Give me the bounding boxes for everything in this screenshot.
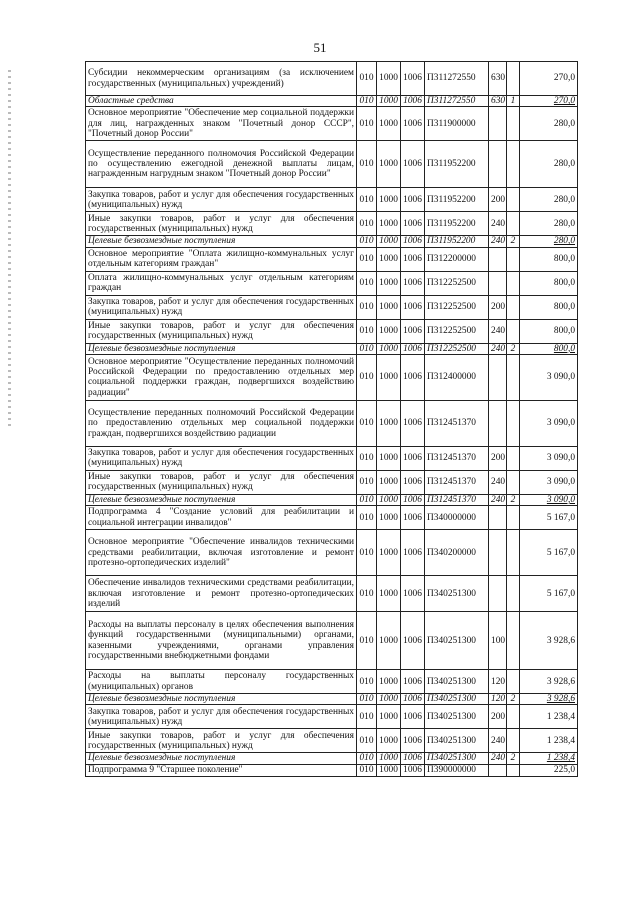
target-article-code: П312252500: [425, 271, 489, 295]
subsection-code: 1006: [401, 212, 425, 236]
subsection-code: 1006: [401, 107, 425, 141]
row-description: Оплата жилищно-коммунальных услуг отдельным категориям граждан: [86, 271, 357, 295]
target-article-code: П311900000: [425, 107, 489, 141]
expense-type-code: 630: [489, 62, 507, 96]
target-article-code: П340251300: [425, 612, 489, 670]
section-code: 1000: [377, 96, 401, 107]
table-row: [86, 107, 578, 141]
row-description: Основное мероприятие "Осуществление переданных полномочий Российской Федерации по предоставлению отдельных мер социальной поддержки граждан, подвергшихся воздействию радиации": [86, 354, 357, 400]
target-article-code: П312451370: [425, 470, 489, 494]
row-description: Закупка товаров, работ и услуг для обеспечения государственных (муниципальных) нужд: [86, 295, 357, 319]
amount: 280,0: [520, 188, 578, 212]
table-row: [86, 670, 578, 694]
expense-type-code: [489, 247, 507, 271]
expense-type-code: [489, 354, 507, 400]
table-row: [86, 612, 578, 670]
target-article-code: П312200000: [425, 247, 489, 271]
table-row: [86, 506, 578, 530]
ministry-code: 010: [357, 670, 377, 694]
target-article-code: П340251300: [425, 753, 489, 764]
ministry-code: 010: [357, 247, 377, 271]
target-article-code: П311952200: [425, 212, 489, 236]
amount: 800,0: [520, 343, 578, 354]
amount: 280,0: [520, 212, 578, 236]
funding-source-code: [507, 400, 520, 446]
ministry-code: 010: [357, 271, 377, 295]
target-article-code: П340000000: [425, 506, 489, 530]
row-description: Областные средства: [86, 96, 357, 107]
subsection-code: 1006: [401, 400, 425, 446]
expense-type-code: 120: [489, 694, 507, 705]
section-code: 1000: [377, 319, 401, 343]
target-article-code: П312451370: [425, 446, 489, 470]
amount: 270,0: [520, 62, 578, 96]
section-code: 1000: [377, 271, 401, 295]
section-code: 1000: [377, 494, 401, 505]
amount: 3 928,6: [520, 670, 578, 694]
funding-source-code: [507, 506, 520, 530]
funding-source-code: [507, 705, 520, 729]
expense-type-code: 200: [489, 295, 507, 319]
target-article-code: П312252500: [425, 343, 489, 354]
row-description: Целевые безвозмездные поступления: [86, 694, 357, 705]
table-row: [86, 271, 578, 295]
funding-source-code: [507, 470, 520, 494]
section-code: 1000: [377, 247, 401, 271]
target-article-code: П312400000: [425, 354, 489, 400]
subsection-code: 1006: [401, 354, 425, 400]
subsection-code: 1006: [401, 470, 425, 494]
target-article-code: П312451370: [425, 494, 489, 505]
expense-type-code: [489, 400, 507, 446]
section-code: 1000: [377, 705, 401, 729]
ministry-code: 010: [357, 729, 377, 753]
expense-type-code: 120: [489, 670, 507, 694]
subsection-code: 1006: [401, 295, 425, 319]
row-description: Иные закупки товаров, работ и услуг для обеспечения государственных (муниципальных) нужд: [86, 319, 357, 343]
ministry-code: 010: [357, 530, 377, 576]
expense-type-code: [489, 271, 507, 295]
expense-type-code: 240: [489, 470, 507, 494]
ministry-code: 010: [357, 236, 377, 247]
section-code: 1000: [377, 141, 401, 188]
row-description: Расходы на выплаты персоналу государственных (муниципальных) органов: [86, 670, 357, 694]
amount: 280,0: [520, 141, 578, 188]
ministry-code: 010: [357, 494, 377, 505]
section-code: 1000: [377, 343, 401, 354]
ministry-code: 010: [357, 694, 377, 705]
amount: 1 238,4: [520, 705, 578, 729]
ministry-code: 010: [357, 400, 377, 446]
table-row: [86, 494, 578, 505]
margin-scan-mark: [8, 70, 11, 430]
table-row: [86, 576, 578, 612]
section-code: 1000: [377, 506, 401, 530]
subsection-code: 1006: [401, 694, 425, 705]
section-code: 1000: [377, 446, 401, 470]
table-row: [86, 141, 578, 188]
section-code: 1000: [377, 188, 401, 212]
funding-source-code: [507, 141, 520, 188]
funding-source-code: [507, 354, 520, 400]
subsection-code: 1006: [401, 446, 425, 470]
funding-source-code: [507, 530, 520, 576]
table-row: [86, 354, 578, 400]
funding-source-code: 2: [507, 753, 520, 764]
target-article-code: П340251300: [425, 694, 489, 705]
row-description: Закупка товаров, работ и услуг для обеспечения государственных (муниципальных) нужд: [86, 446, 357, 470]
target-article-code: П340251300: [425, 729, 489, 753]
expense-type-code: 240: [489, 494, 507, 505]
target-article-code: П340251300: [425, 670, 489, 694]
table-row: [86, 400, 578, 446]
subsection-code: 1006: [401, 319, 425, 343]
row-description: Подпрограмма 4 "Создание условий для реабилитации и социальной интеграции инвалидов": [86, 506, 357, 530]
funding-source-code: 2: [507, 236, 520, 247]
funding-source-code: 2: [507, 694, 520, 705]
amount: 3 090,0: [520, 354, 578, 400]
ministry-code: 010: [357, 612, 377, 670]
amount: 5 167,0: [520, 506, 578, 530]
amount: 3 090,0: [520, 470, 578, 494]
ministry-code: 010: [357, 764, 377, 776]
subsection-code: 1006: [401, 141, 425, 188]
row-description: Закупка товаров, работ и услуг для обеспечения государственных (муниципальных) нужд: [86, 188, 357, 212]
target-article-code: П312451370: [425, 400, 489, 446]
expense-type-code: 200: [489, 446, 507, 470]
subsection-code: 1006: [401, 729, 425, 753]
section-code: 1000: [377, 295, 401, 319]
table-row: [86, 247, 578, 271]
funding-source-code: [507, 295, 520, 319]
amount: 3 090,0: [520, 494, 578, 505]
row-description: Основное мероприятие "Оплата жилищно-коммунальных услуг отдельным категориям граждан": [86, 247, 357, 271]
subsection-code: 1006: [401, 530, 425, 576]
ministry-code: 010: [357, 753, 377, 764]
subsection-code: 1006: [401, 247, 425, 271]
row-description: Расходы на выплаты персоналу в целях обеспечения выполнения функций государственными (муниципальными) органами, казенными учреждениями, органами управления государственными внебюджетными фондами: [86, 612, 357, 670]
row-description: Основное мероприятие "Обеспечение мер социальной поддержки для лиц, награжденных знаком "Почетный донор СССР", "Почетный донор России": [86, 107, 357, 141]
subsection-code: 1006: [401, 343, 425, 354]
amount: 3 090,0: [520, 400, 578, 446]
expense-type-code: 240: [489, 236, 507, 247]
table-row: [86, 729, 578, 753]
row-description: Подпрограмма 9 "Старшее поколение": [86, 764, 357, 776]
table-row: [86, 753, 578, 764]
funding-source-code: [507, 62, 520, 96]
row-description: Иные закупки товаров, работ и услуг для обеспечения государственных (муниципальных) нужд: [86, 212, 357, 236]
amount: 800,0: [520, 271, 578, 295]
target-article-code: П311952200: [425, 141, 489, 188]
funding-source-code: [507, 764, 520, 776]
subsection-code: 1006: [401, 494, 425, 505]
subsection-code: 1006: [401, 705, 425, 729]
section-code: 1000: [377, 354, 401, 400]
table-row: [86, 694, 578, 705]
ministry-code: 010: [357, 212, 377, 236]
row-description: Целевые безвозмездные поступления: [86, 236, 357, 247]
target-article-code: П390000000: [425, 764, 489, 776]
expense-type-code: 240: [489, 319, 507, 343]
subsection-code: 1006: [401, 506, 425, 530]
table-row: [86, 705, 578, 729]
row-description: Обеспечение инвалидов техническими средствами реабилитации, включая изготовление и ремонт протезно-ортопедических изделий: [86, 576, 357, 612]
expense-type-code: 240: [489, 729, 507, 753]
funding-source-code: 2: [507, 494, 520, 505]
amount: 1 238,4: [520, 729, 578, 753]
target-article-code: П340251300: [425, 576, 489, 612]
row-description: Субсидии некоммерческим организациям (за исключением государственных (муниципальных) учреждений): [86, 62, 357, 96]
target-article-code: П311952200: [425, 236, 489, 247]
table-row: [86, 236, 578, 247]
section-code: 1000: [377, 107, 401, 141]
table-row: [86, 62, 578, 96]
section-code: 1000: [377, 470, 401, 494]
row-description: Осуществление переданных полномочий Российской Федерации по предоставлению отдельных мер социальной поддержки граждан, подвергшихся воздействию радиации: [86, 400, 357, 446]
target-article-code: П311952200: [425, 188, 489, 212]
amount: 800,0: [520, 247, 578, 271]
subsection-code: 1006: [401, 62, 425, 96]
funding-source-code: 1: [507, 96, 520, 107]
table-row: [86, 212, 578, 236]
section-code: 1000: [377, 670, 401, 694]
subsection-code: 1006: [401, 764, 425, 776]
table-row: [86, 530, 578, 576]
table-body: [86, 62, 578, 777]
section-code: 1000: [377, 236, 401, 247]
funding-source-code: [507, 188, 520, 212]
subsection-code: 1006: [401, 96, 425, 107]
row-description: Целевые безвозмездные поступления: [86, 494, 357, 505]
section-code: 1000: [377, 62, 401, 96]
section-code: 1000: [377, 400, 401, 446]
funding-source-code: [507, 247, 520, 271]
table-row: [86, 764, 578, 776]
section-code: 1000: [377, 729, 401, 753]
table-row: [86, 446, 578, 470]
amount: 3 090,0: [520, 446, 578, 470]
section-code: 1000: [377, 576, 401, 612]
section-code: 1000: [377, 530, 401, 576]
section-code: 1000: [377, 764, 401, 776]
amount: 5 167,0: [520, 576, 578, 612]
target-article-code: П311272550: [425, 96, 489, 107]
table-row: [86, 319, 578, 343]
subsection-code: 1006: [401, 271, 425, 295]
ministry-code: 010: [357, 446, 377, 470]
ministry-code: 010: [357, 141, 377, 188]
amount: 280,0: [520, 107, 578, 141]
amount: 800,0: [520, 319, 578, 343]
expense-type-code: 240: [489, 343, 507, 354]
target-article-code: П312252500: [425, 319, 489, 343]
funding-source-code: [507, 107, 520, 141]
row-description: Иные закупки товаров, работ и услуг для обеспечения государственных (муниципальных) нужд: [86, 729, 357, 753]
row-description: Целевые безвозмездные поступления: [86, 343, 357, 354]
amount: 225,0: [520, 764, 578, 776]
row-description: Иные закупки товаров, работ и услуг для обеспечения государственных (муниципальных) нужд: [86, 470, 357, 494]
ministry-code: 010: [357, 62, 377, 96]
table-row: [86, 470, 578, 494]
funding-source-code: 2: [507, 343, 520, 354]
row-description: Закупка товаров, работ и услуг для обеспечения государственных (муниципальных) нужд: [86, 705, 357, 729]
expense-type-code: [489, 764, 507, 776]
ministry-code: 010: [357, 576, 377, 612]
ministry-code: 010: [357, 107, 377, 141]
expense-type-code: [489, 141, 507, 188]
subsection-code: 1006: [401, 236, 425, 247]
row-description: Целевые безвозмездные поступления: [86, 753, 357, 764]
budget-table: [85, 61, 578, 777]
funding-source-code: [507, 670, 520, 694]
expense-type-code: [489, 107, 507, 141]
table-row: [86, 343, 578, 354]
ministry-code: 010: [357, 188, 377, 212]
expense-type-code: 200: [489, 705, 507, 729]
subsection-code: 1006: [401, 576, 425, 612]
amount: 280,0: [520, 236, 578, 247]
page-number: 51: [313, 40, 327, 55]
row-description: Основное мероприятие "Обеспечение инвалидов техническими средствами реабилитации, включая изготовление и ремонт протезно-ортопедических изделий": [86, 530, 357, 576]
ministry-code: 010: [357, 319, 377, 343]
target-article-code: П312252500: [425, 295, 489, 319]
ministry-code: 010: [357, 343, 377, 354]
expense-type-code: [489, 576, 507, 612]
funding-source-code: [507, 729, 520, 753]
subsection-code: 1006: [401, 670, 425, 694]
target-article-code: П340200000: [425, 530, 489, 576]
expense-type-code: 100: [489, 612, 507, 670]
expense-type-code: 240: [489, 753, 507, 764]
expense-type-code: 240: [489, 212, 507, 236]
table-row: [86, 96, 578, 107]
funding-source-code: [507, 271, 520, 295]
table-row: [86, 188, 578, 212]
ministry-code: 010: [357, 470, 377, 494]
amount: 3 928,6: [520, 694, 578, 705]
subsection-code: 1006: [401, 612, 425, 670]
ministry-code: 010: [357, 354, 377, 400]
funding-source-code: [507, 576, 520, 612]
expense-type-code: [489, 506, 507, 530]
ministry-code: 010: [357, 96, 377, 107]
section-code: 1000: [377, 612, 401, 670]
section-code: 1000: [377, 212, 401, 236]
funding-source-code: [507, 446, 520, 470]
expense-type-code: 200: [489, 188, 507, 212]
target-article-code: П311272550: [425, 62, 489, 96]
funding-source-code: [507, 612, 520, 670]
section-code: 1000: [377, 694, 401, 705]
section-code: 1000: [377, 753, 401, 764]
ministry-code: 010: [357, 705, 377, 729]
row-description: Осуществление переданного полномочия Российской Федерации по осуществлению ежегодной денежной выплаты лицам, награжденным нагрудным знаком "Почетный донор России": [86, 141, 357, 188]
amount: 800,0: [520, 295, 578, 319]
target-article-code: П340251300: [425, 705, 489, 729]
amount: 270,0: [520, 96, 578, 107]
subsection-code: 1006: [401, 753, 425, 764]
table-row: [86, 295, 578, 319]
amount: 1 238,4: [520, 753, 578, 764]
funding-source-code: [507, 319, 520, 343]
amount: 3 928,6: [520, 612, 578, 670]
funding-source-code: [507, 212, 520, 236]
expense-type-code: 630: [489, 96, 507, 107]
ministry-code: 010: [357, 295, 377, 319]
expense-type-code: [489, 530, 507, 576]
ministry-code: 010: [357, 506, 377, 530]
amount: 5 167,0: [520, 530, 578, 576]
subsection-code: 1006: [401, 188, 425, 212]
